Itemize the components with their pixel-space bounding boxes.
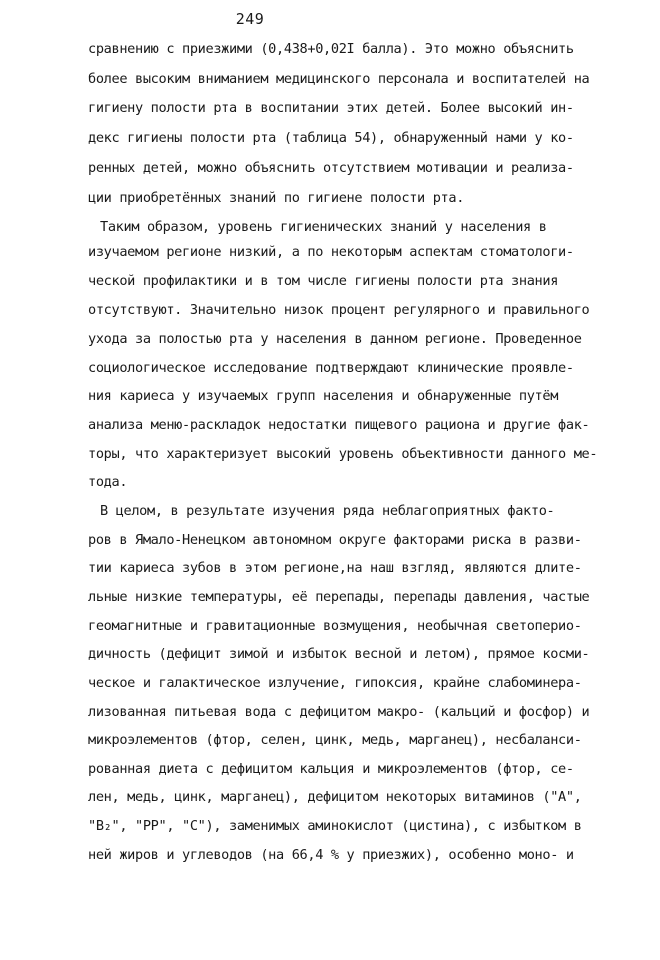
text-line: В целом, в результате изучения ряда неблагоприятных факто- bbox=[100, 503, 555, 519]
text-line: льные низкие температуры, её перепады, перепады давления, частые bbox=[88, 589, 590, 605]
text-line: декс гигиены полости рта (таблица 54), обнаруженный нами у ко- bbox=[88, 130, 574, 146]
text-line: рованная диета с дефицитом кальция и микроэлементов (фтор, се- bbox=[88, 761, 574, 777]
text-line: ренных детей, можно объяснить отсутствием мотивации и реализа- bbox=[88, 160, 574, 176]
text-line: лен, медь, цинк, марганец), дефицитом некоторых витаминов ("А", bbox=[88, 789, 582, 805]
text-line: геомагнитные и гравитационные возмущения, необычная светоперио- bbox=[88, 618, 582, 634]
text-line: социологическое исследование подтверждают клинические проявле- bbox=[88, 360, 574, 376]
text-line: ческой профилактики и в том числе гигиены полости рта знания bbox=[88, 273, 559, 289]
text-line: лизованная питьевая вода с дефицитом макро- (кальций и фосфор) и bbox=[88, 704, 590, 720]
text-line: ров в Ямало-Ненецком автономном округе факторами риска в разви- bbox=[88, 532, 582, 548]
text-line: отсутствуют. Значительно низок процент регулярного и правильного bbox=[88, 302, 590, 318]
text-line: тода. bbox=[88, 474, 128, 490]
text-line: анализа меню-раскладок недостатки пищевого рациона и другие фак- bbox=[88, 417, 590, 433]
text-line: торы, что характеризует высокий уровень объективности данного ме- bbox=[88, 446, 598, 462]
text-line: ческое и галактическое излучение, гипоксия, крайне слабоминера- bbox=[88, 675, 582, 691]
text-line: гигиену полости рта в воспитании этих детей. Более высокий ин- bbox=[88, 100, 574, 116]
text-line: сравнению с приезжими (0,438+0,02I балла). Это можно объяснить bbox=[88, 41, 574, 57]
page-number: 249 bbox=[235, 10, 265, 28]
text-line: ции приобретённых знаний по гигиене полости рта. bbox=[88, 190, 465, 206]
text-line: тии кариеса зубов в этом регионе,на наш взгляд, являются длите- bbox=[88, 560, 582, 576]
text-line: ней жиров и углеводов (на 66,4 % у приезжих), особенно моно- и bbox=[88, 847, 574, 863]
text-line: более высоким вниманием медицинского персонала и воспитателей на bbox=[88, 71, 590, 87]
text-line: изучаемом регионе низкий, а по некоторым аспектам стоматологи- bbox=[88, 244, 574, 260]
text-line: микроэлементов (фтор, селен, цинк, медь, марганец), несбаланси- bbox=[88, 732, 582, 748]
text-line: ухода за полостью рта у населения в данном регионе. Проведенное bbox=[88, 331, 582, 347]
text-line: Таким образом, уровень гигиенических знаний у населения в bbox=[100, 219, 547, 235]
text-line: "B₂", "PP", "C"), заменимых аминокислот (цистина), с избытком в bbox=[88, 818, 582, 834]
text-line: ния кариеса у изучаемых групп населения и обнаруженные путём bbox=[88, 388, 559, 404]
text-line: дичность (дефицит зимой и избыток весной и летом), прямое косми- bbox=[88, 646, 590, 662]
